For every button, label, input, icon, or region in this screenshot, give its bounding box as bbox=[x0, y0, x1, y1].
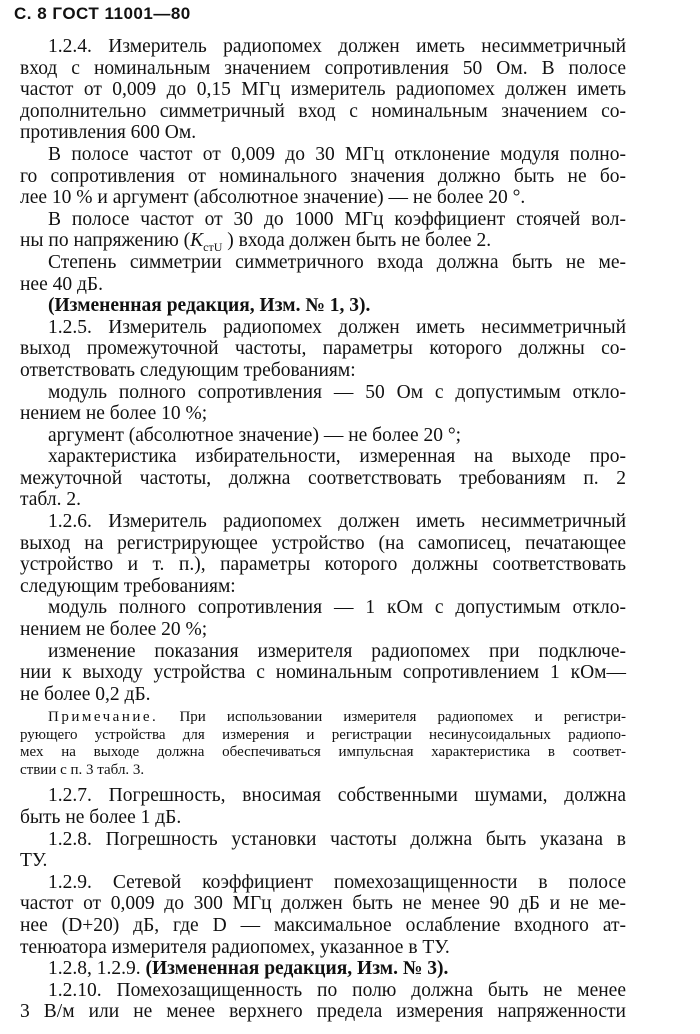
document-body bbox=[20, 36, 626, 1023]
clause-1-2-4-c-line-2 bbox=[20, 230, 626, 255]
clause-1-2-5-line-1: 1.2.5. Измеритель радиопомех должен иметь несимметричный bbox=[48, 316, 626, 338]
clause-1-2-4-line-3: частот от 0,009 до 0,15 МГц измеритель радиопомех должен иметь bbox=[20, 79, 626, 101]
clause-1-2-5-line-2: выход промежуточной частоты, параметры которого должны со- bbox=[20, 338, 626, 360]
amendment-note-2 bbox=[20, 958, 626, 980]
clause-1-2-6-line-1: 1.2.6. Измеритель радиопомех должен иметь несимметричный bbox=[48, 511, 626, 533]
clause-1-2-4-b-line-2: го сопротивления от номинального значения должно быть не бо- bbox=[20, 165, 626, 187]
clause-1-2-8-line-1: 1.2.8. Погрешность установки частоты должна быть указана в bbox=[48, 828, 626, 850]
note-label: Примечание. bbox=[48, 709, 159, 726]
clause-1-2-5-line-7: характеристика избирательности, измеренная на выходе про- bbox=[48, 446, 626, 468]
note-line-1 bbox=[20, 709, 626, 727]
clause-1-2-4-b-line-1: В полосе частот от 0,009 до 30 МГц отклонение модуля полно- bbox=[48, 143, 626, 165]
vswr-text-before: ны по напряжению ( bbox=[20, 230, 191, 252]
clause-1-2-9-line-1: 1.2.9. Сетевой коэффициент помехозащищенности в полосе bbox=[48, 871, 626, 893]
clause-1-2-7-line-1: 1.2.7. Погрешность, вносимая собственными шумами, должна bbox=[48, 785, 626, 807]
clause-1-2-4-line-2: вход с номинальным значением сопротивления 50 Ом. В полосе bbox=[20, 57, 626, 79]
note-text-1: При использовании измерителя радиопомех и регистри- bbox=[179, 709, 626, 726]
clause-1-2-9-line-2: частот от 0,009 до 300 МГц должен быть не менее 90 дБ и не ме- bbox=[20, 893, 626, 915]
clause-1-2-9-line-4: тенюатора измерителя радиопомех, указанное в ТУ. bbox=[20, 936, 450, 958]
clause-1-2-6-line-3: устройство и т. п.), параметры которого должны соответствовать bbox=[20, 554, 626, 576]
clause-1-2-6-line-5: модуль полного сопротивления — 1 кОм с допустимым откло- bbox=[48, 597, 626, 619]
clause-1-2-6-line-9: не более 0,2 дБ. bbox=[20, 683, 151, 705]
clause-1-2-9-line-3: нее (D+20) дБ, где D — максимальное ослабление входного ат- bbox=[20, 914, 626, 936]
clause-1-2-4-line-1: 1.2.4. Измеритель радиопомех должен иметь несимметричный bbox=[48, 36, 626, 57]
amendment-note-2-text: (Измененная редакция, Изм. № 3). bbox=[145, 958, 449, 980]
amendment-note-2-prefix: 1.2.8, 1.2.9. bbox=[48, 958, 141, 980]
clause-1-2-4-d-line-2: нее 40 дБ. bbox=[20, 273, 103, 295]
page-header: С. 8 ГОСТ 11001—80 bbox=[14, 4, 191, 23]
clause-1-2-6-line-2: выход на регистрирующее устройство (на самописец, печатающее bbox=[20, 532, 626, 554]
amendment-note-1: (Измененная редакция, Изм. № 1, 3). bbox=[48, 295, 371, 317]
clause-1-2-4-d-line-1: Степень симметрии симметричного входа должна быть не ме- bbox=[48, 251, 626, 273]
clause-1-2-7-line-2: быть не более 1 дБ. bbox=[20, 807, 182, 828]
clause-1-2-10-line-2: 3 В/м или не менее верхнего предела измерения напряженности bbox=[20, 1001, 626, 1023]
clause-1-2-6-line-4: следующим требованиям: bbox=[20, 575, 236, 597]
clause-1-2-4-line-5: противления 600 Ом. bbox=[20, 122, 197, 144]
vswr-symbol: K bbox=[190, 230, 204, 252]
clause-1-2-5-line-9: табл. 2. bbox=[20, 489, 81, 511]
clause-1-2-5-line-6: аргумент (абсолютное значение) — не более 20 °; bbox=[48, 424, 462, 446]
clause-1-2-6-line-7: изменение показания измерителя радиопомех при подключе- bbox=[48, 640, 626, 662]
clause-1-2-5-line-4: модуль полного сопротивления — 50 Ом с допустимым откло- bbox=[48, 381, 626, 403]
note-block bbox=[20, 709, 626, 779]
vswr-subscript: стU bbox=[203, 240, 223, 255]
note-line-4: ствии с п. 3 табл. 3. bbox=[20, 761, 145, 778]
note-line-2: рующего устройства для измерения и регистрации несинусоидальных радиопо- bbox=[20, 726, 626, 743]
clause-1-2-5-line-8: межуточной частоты, должна соответствовать требованиям п. 2 bbox=[20, 467, 626, 489]
clause-1-2-4-c-line-1: В полосе частот от 30 до 1000 МГц коэффициент стоячей вол- bbox=[48, 208, 626, 230]
vswr-text-after: ) входа должен быть не более 2. bbox=[222, 230, 492, 252]
note-line-3: мех на выходе должна обеспечиваться импульсная характеристика в соответ- bbox=[20, 744, 626, 761]
clause-1-2-6-line-6: нением не более 20 %; bbox=[20, 619, 208, 641]
clause-1-2-5-line-5: нением не более 10 %; bbox=[20, 403, 208, 425]
clause-1-2-4-line-4: дополнительно симметричный вход с номинальным значением со- bbox=[20, 100, 626, 122]
clause-1-2-4-b-line-3: лее 10 % и аргумент (абсолютное значение) — не более 20 °. bbox=[20, 187, 526, 209]
clause-1-2-10-line-1: 1.2.10. Помехозащищенность по полю должна быть не менее bbox=[48, 979, 626, 1001]
clause-1-2-6-line-8: нии к выходу устройства с номинальным сопротивлением 1 кОм— bbox=[20, 662, 626, 684]
clause-1-2-8-line-2: ТУ. bbox=[20, 850, 48, 872]
clause-1-2-5-line-3: ответствовать следующим требованиям: bbox=[20, 359, 356, 381]
